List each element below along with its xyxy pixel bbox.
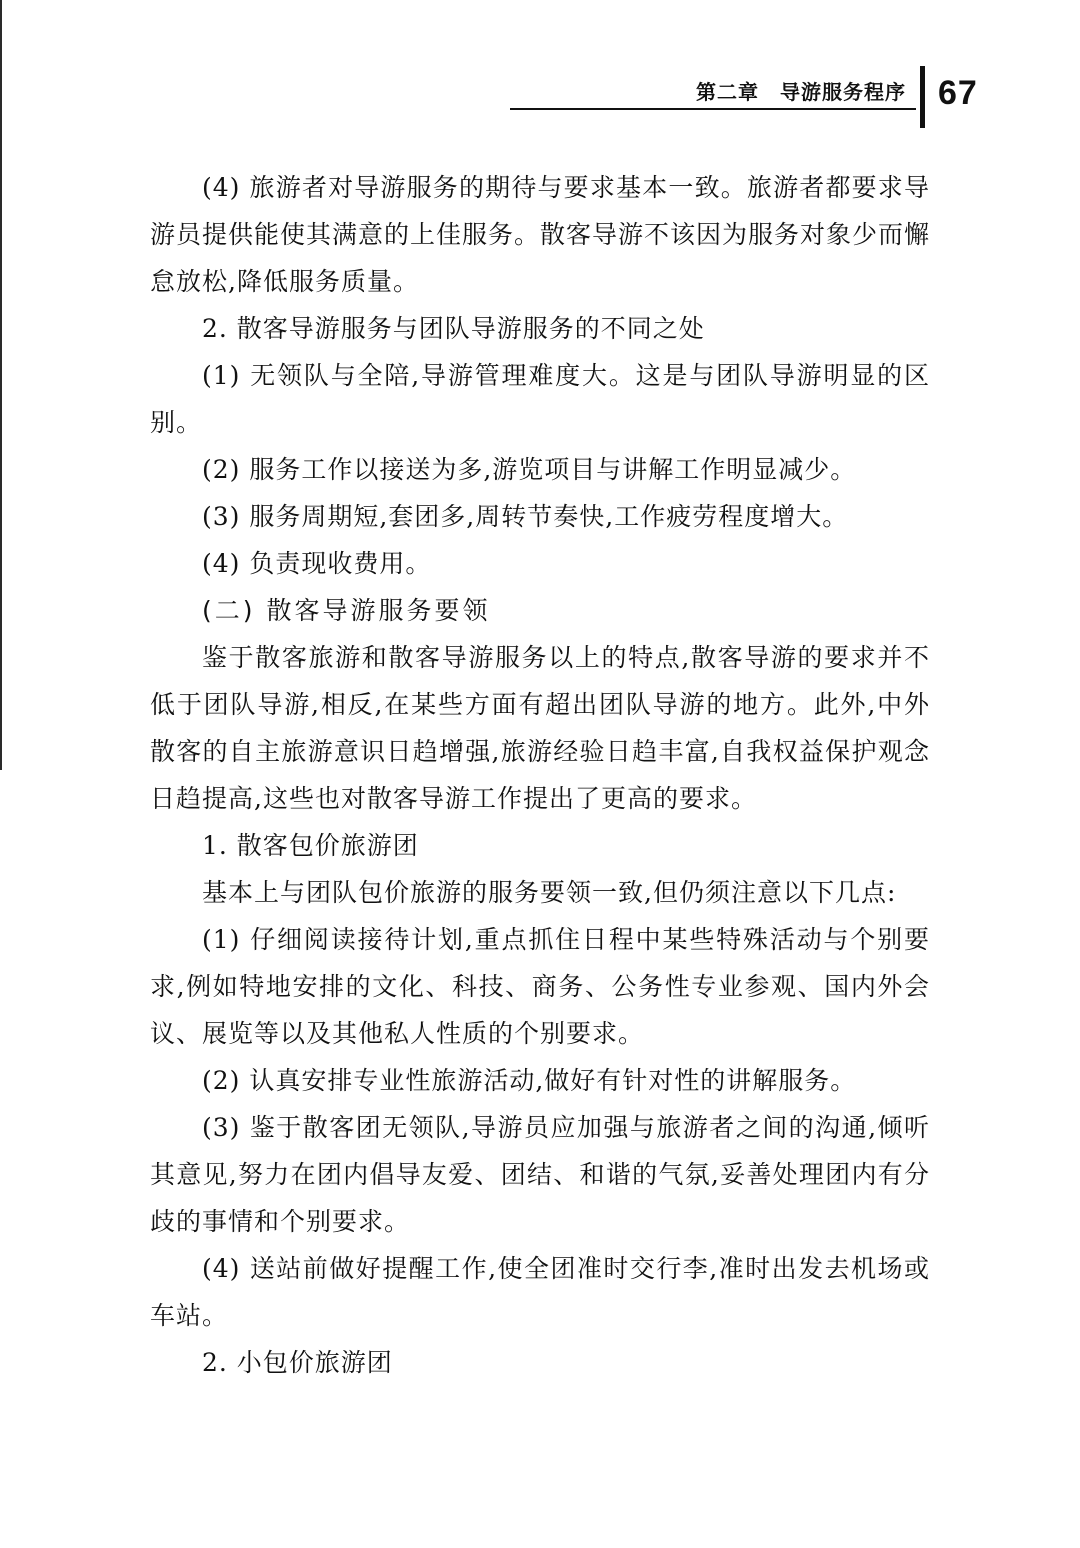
- paragraph: (1) 仔细阅读接待计划,重点抓住日程中某些特殊活动与个别要求,例如特地安排的文化、科技、商务、公务性专业参观、国内外会议、展览等以及其他私人性质的个别要求。: [150, 925, 930, 1048]
- chapter-title: 第二章 导游服务程序: [696, 80, 906, 104]
- running-header: [510, 74, 916, 110]
- subsection-heading: (二) 散客导游服务要领: [202, 596, 491, 625]
- header-vertical-rule: [920, 66, 925, 128]
- page-edge-line: [0, 0, 2, 770]
- paragraph: (1) 无领队与全陪,导游管理难度大。这是与团队导游明显的区别。: [150, 361, 930, 437]
- section-heading: 1. 散客包价旅游团: [202, 831, 419, 860]
- paragraph: (4) 旅游者对导游服务的期待与要求基本一致。旅游者都要求导游员提供能使其满意的上佳服务。散客导游不该因为服务对象少而懈怠放松,降低服务质量。: [150, 173, 931, 296]
- paragraph: (2) 服务工作以接送为多,游览项目与讲解工作明显减少。: [202, 455, 857, 484]
- page-number: 67: [938, 74, 978, 112]
- section-heading: 2. 散客导游服务与团队导游服务的不同之处: [202, 314, 705, 343]
- paragraph: 鉴于散客旅游和散客导游服务以上的特点,散客导游的要求并不低于团队导游,相反,在某些方面有超出团队导游的地方。此外,中外散客的自主旅游意识日趋增强,旅游经验日趋丰富,自我权益保护观念日趋提高,这些也对散客导游工作提出了更高的要求。: [150, 643, 930, 813]
- paragraph: (4) 负责现收费用。: [202, 549, 432, 578]
- paragraph: (4) 送站前做好提醒工作,使全团准时交行李,准时出发去机场或车站。: [150, 1254, 930, 1330]
- paragraph: 基本上与团队包价旅游的服务要领一致,但仍须注意以下几点:: [202, 878, 897, 907]
- paragraph: (3) 服务周期短,套团多,周转节奏快,工作疲劳程度增大。: [202, 502, 849, 531]
- body-text: [150, 164, 930, 1386]
- paragraph: (2) 认真安排专业性旅游活动,做好有针对性的讲解服务。: [202, 1066, 857, 1095]
- paragraph: (3) 鉴于散客团无领队,导游员应加强与旅游者之间的沟通,倾听其意见,努力在团内倡导友爱、团结、和谐的气氛,妥善处理团内有分歧的事情和个别要求。: [150, 1113, 930, 1236]
- section-heading: 2. 小包价旅游团: [202, 1348, 393, 1377]
